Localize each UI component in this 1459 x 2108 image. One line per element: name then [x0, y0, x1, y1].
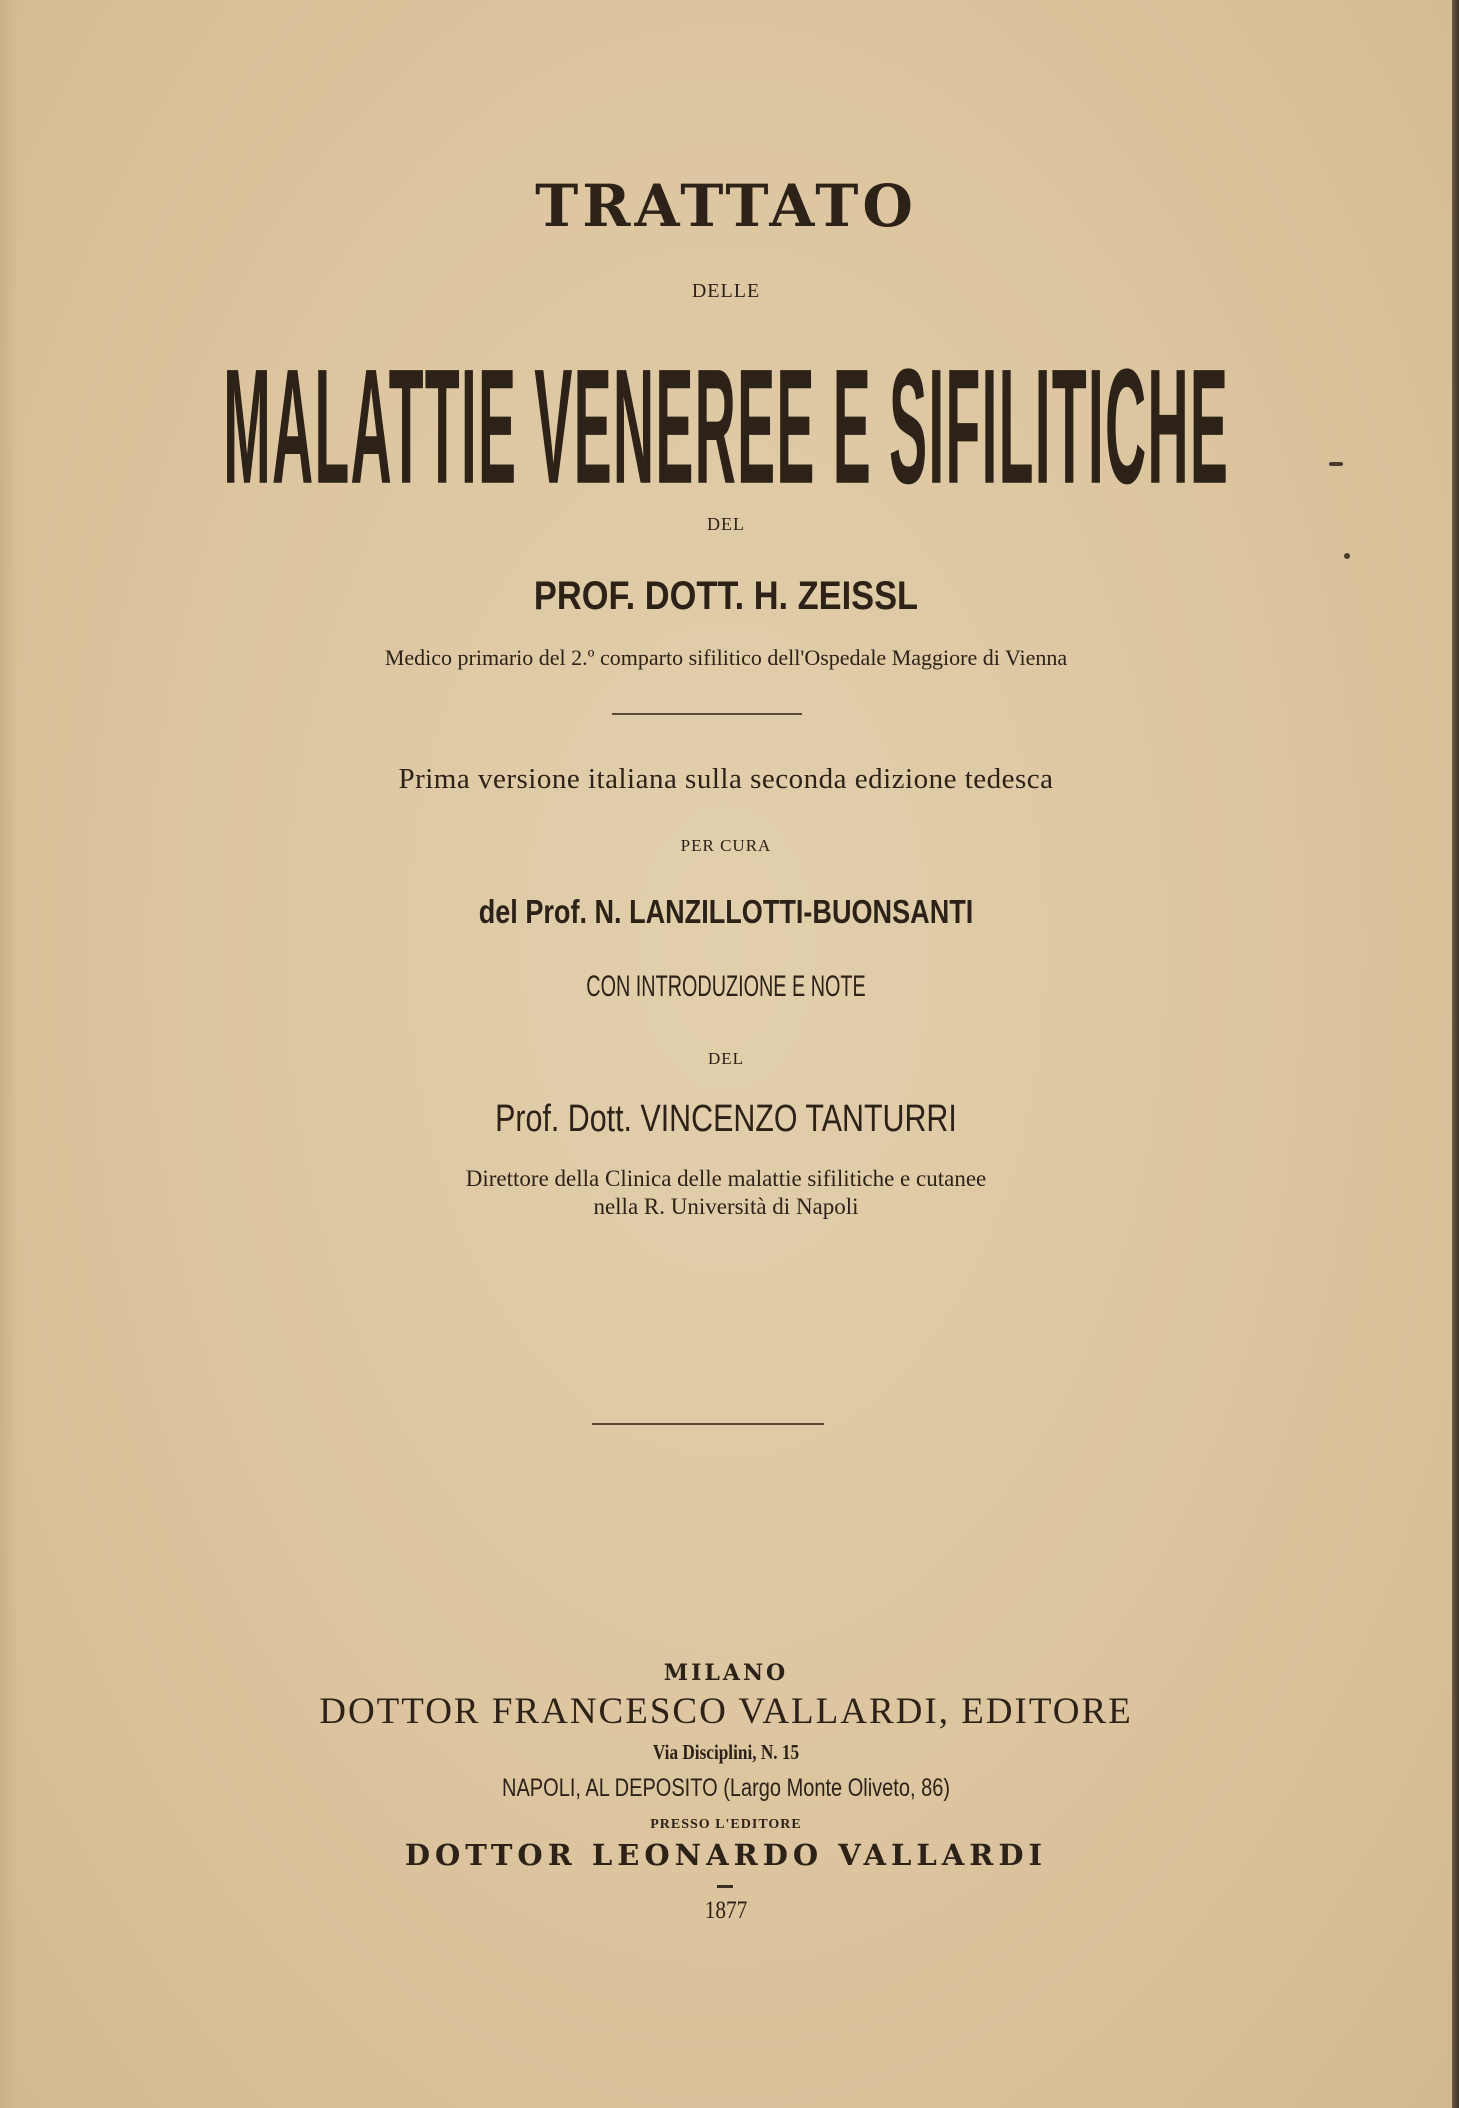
author-name: PROF. DOTT. H. ZEISSL — [533, 574, 919, 618]
imprint-presso: PRESSO L'EDITORE — [650, 1817, 802, 1832]
annotator-affiliation-2: nella R. Università di Napoli — [593, 1194, 859, 1219]
imprint-address: Via Disciplini, N. 15 — [652, 1740, 800, 1764]
per-cura: PER CURA — [680, 836, 772, 855]
ink-speck — [1344, 553, 1350, 559]
heading-trattato: TRATTATO — [535, 172, 917, 240]
edition-note: Prima versione italiana sulla seconda edizione tedesca — [398, 763, 1054, 795]
imprint-second-publisher: DOTTOR LEONARDO VALLARDI — [404, 1838, 1048, 1872]
divider-rule-lower — [592, 1423, 824, 1425]
ink-speck — [1329, 462, 1343, 466]
connector-del-author: DEL — [707, 514, 745, 534]
imprint-depot: NAPOLI, AL DEPOSITO (Largo Monte Oliveto, 86) — [502, 1774, 950, 1802]
imprint-publisher: DOTTOR FRANCESCO VALLARDI, EDITORE — [319, 1691, 1133, 1732]
main-title — [0, 335, 1452, 519]
imprint-dash — [717, 1885, 733, 1888]
connector-delle: DELLE — [691, 280, 761, 302]
introduction-note: CON INTRODUZIONE E NOTE — [586, 970, 866, 1003]
author-affiliation: Medico primario del 2.º comparto sifilitico dell'Ospedale Maggiore di Vienna — [384, 645, 1068, 670]
main-title-text: MALATTIE VENEREE E SIFILITICHE — [223, 336, 1229, 519]
translator-name: del Prof. N. LANZILLOTTI-BUONSANTI — [478, 893, 974, 930]
page-edge-shadow — [1452, 0, 1459, 2108]
imprint-city: MILANO — [663, 1660, 789, 1686]
annotator-name: Prof. Dott. VINCENZO TANTURRI — [495, 1098, 957, 1140]
imprint-year: 1877 — [704, 1897, 748, 1924]
connector-del-annotator: DEL — [707, 1049, 745, 1068]
divider-rule — [612, 713, 802, 715]
annotator-affiliation-1: Direttore della Clinica delle malattie sifilitiche e cutanee — [465, 1166, 987, 1191]
